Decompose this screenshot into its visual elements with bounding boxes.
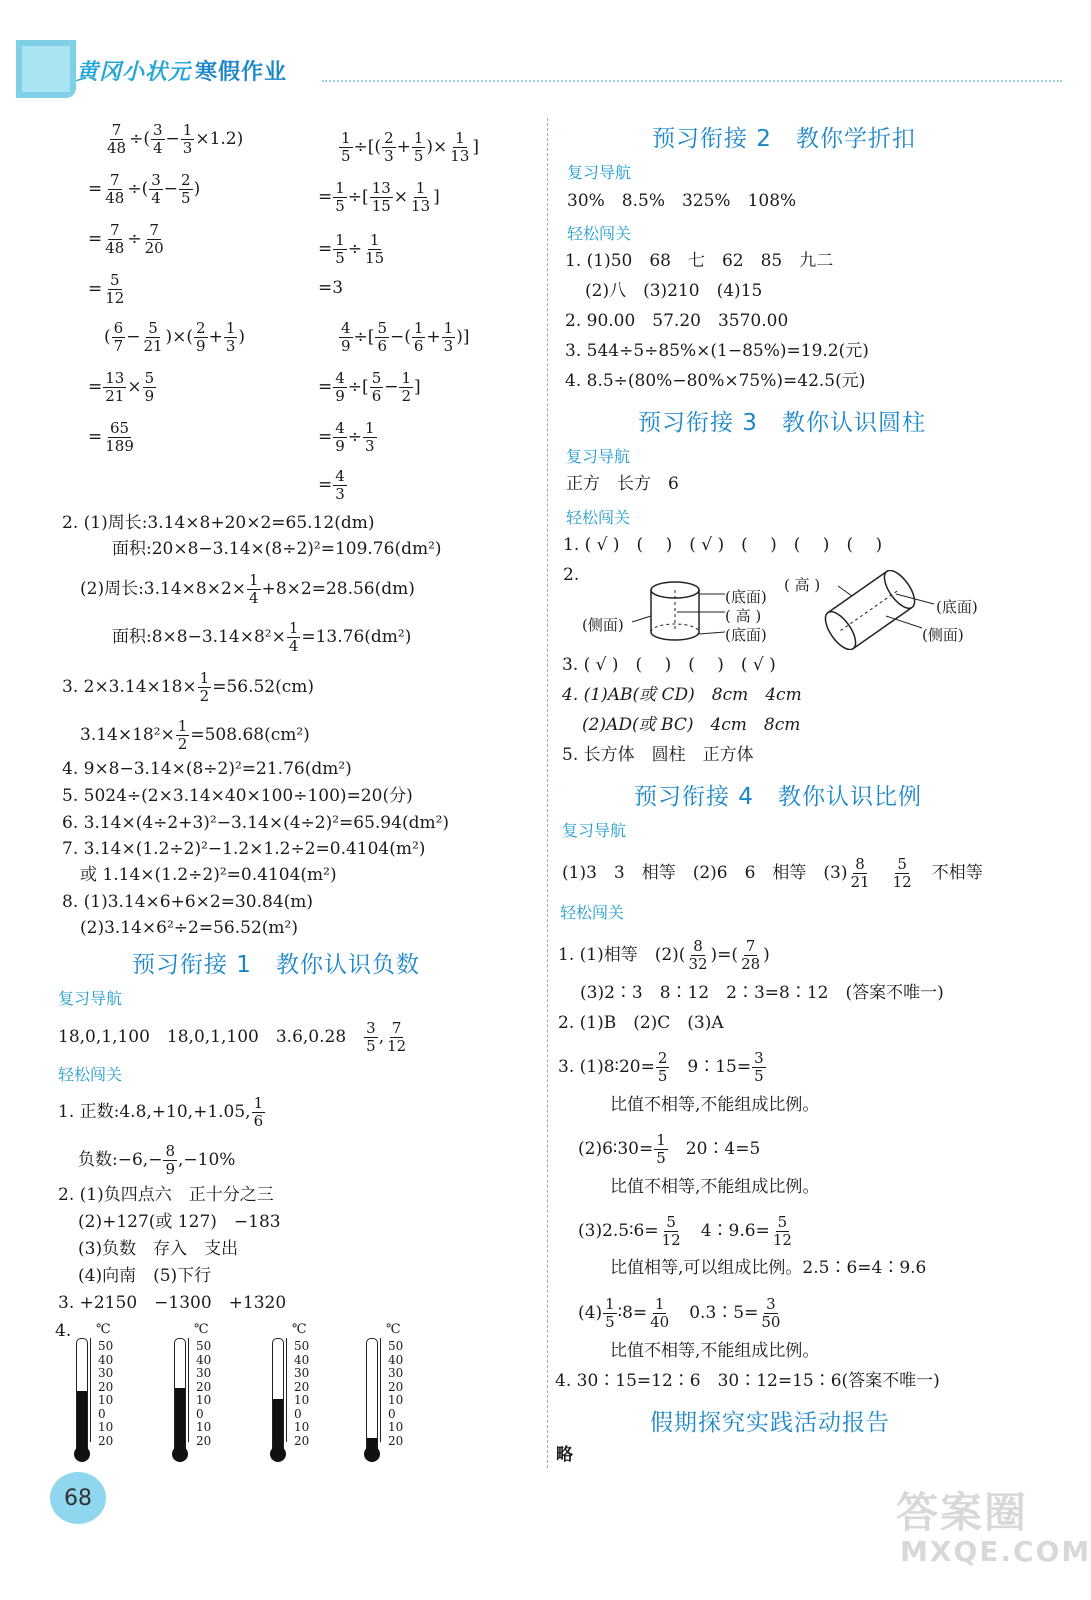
- sec2-q1b: (2)八 (3)210 (4)15: [585, 281, 763, 301]
- q6: 6. 3.14×(4÷2+3)²−3.14×(4÷2)²=65.94(dm²): [62, 813, 450, 833]
- sec3-review-heading: 复习导航: [566, 447, 631, 466]
- sec4-q3-3-note: 比值相等,可以组成比例。2.5∶6=4∶9.6: [610, 1258, 927, 1278]
- header-brand: [76, 55, 287, 86]
- sec3-q3: 3. ( √ ) ( ) ( ) ( √ ): [562, 655, 776, 675]
- sec4-review-answers: (1)3 3 相等 (2)6 6 相等 (3) $\frac{8}{21}$ $\frac{5}{12}$ 不相等: [562, 855, 983, 891]
- calc-c-line1: ( $\frac{6}{7}$ − $\frac{5}{21}$ )×( $\frac{2}{9}$ + $\frac{1}{3}$ ): [104, 319, 246, 355]
- sec3-pass-heading: 轻松闯关: [566, 508, 631, 527]
- thermometer-tick-label: 40: [388, 1352, 404, 1367]
- thermometer-tick-label: 20: [98, 1433, 114, 1448]
- sec2-q3: 3. 544÷5÷85%×(1−85%)=19.2(元): [565, 341, 869, 361]
- thermometer-tick-label: 50: [294, 1339, 310, 1353]
- header-divider: [322, 80, 1062, 82]
- thermometer-tick-label: 20: [98, 1379, 114, 1394]
- thermometer-3: ℃ 50 40 30 20 10 0 10 20: [272, 1322, 352, 1452]
- sec1-q1-negative: 负数:−6,− $\frac{8}{9}$ ,−10%: [78, 1142, 236, 1178]
- thermometer-fill: [175, 1388, 185, 1455]
- thermometer-tick-label: 10: [98, 1393, 114, 1407]
- q2-2-area: 面积:8×8−3.14×8²× $\frac{1}{4}$ =13.76(dm²): [112, 619, 412, 655]
- q3-area: 3.14×18²× $\frac{1}{2}$ =508.68(cm²): [80, 717, 310, 753]
- sec4-q3-4-note: 比值不相等,不能组成比例。: [610, 1341, 820, 1361]
- thermometer-tick-label: 10: [196, 1393, 212, 1407]
- sec1-q4: 4.: [55, 1321, 72, 1341]
- q8b: (2)3.14×6²÷2=56.52(m²): [80, 918, 298, 938]
- sec1-q1-positive: 1. 正数:4.8,+10,+1.05, $\frac{1}{6}$: [58, 1094, 264, 1130]
- thermometer-tick-label: 30: [196, 1366, 212, 1380]
- thermometer-tick-label: 10: [196, 1420, 212, 1434]
- calc-b-line1: $\frac{1}{5}$ ÷[( $\frac{2}{3}$ + $\frac{1}{5}$ )× $\frac{1}{13}$ ]: [341, 129, 480, 165]
- thermometer-tick-label: 30: [294, 1366, 310, 1380]
- thermometer-tick-label: 20: [388, 1433, 404, 1448]
- q3-length: 3. 2×3.14×18× $\frac{1}{2}$ =56.52(cm): [62, 669, 315, 705]
- sec1-q2a: 2. (1)负四点六 正十分之三: [58, 1185, 274, 1205]
- sec1-q2d: (4)向南 (5)下行: [78, 1266, 212, 1286]
- thermometer-tick-label: 20: [196, 1433, 212, 1448]
- thermometer-tick-label: 20: [294, 1433, 310, 1448]
- section-title-activity-report: 假期探究实践活动报告: [650, 1410, 890, 1436]
- sec4-q3-1: 3. (1)8∶20= $\frac{2}{5}$ 9∶15= $\frac{3}{5}$: [558, 1049, 764, 1085]
- tilted-cylinder: [820, 570, 934, 650]
- calc-c-line2: = $\frac{13}{21}$ × $\frac{5}{9}$: [88, 369, 155, 405]
- thermometer-tick-label: 40: [196, 1352, 212, 1367]
- thermometer-tick-label: 10: [98, 1420, 114, 1434]
- label-bottom-top: (底面): [725, 588, 767, 606]
- sec4-q1b: (3)2∶3 8∶12 2∶3=8∶12 (答案不唯一): [580, 983, 944, 1003]
- thermometer-tick-label: 50: [98, 1339, 114, 1353]
- section-title-discount: 预习衔接 2 教你学折扣: [652, 126, 916, 152]
- calc-d-line3: = $\frac{4}{9}$ ÷ $\frac{1}{3}$: [318, 419, 375, 455]
- thermometer-tick-label: 40: [98, 1352, 114, 1367]
- thermometer-tick-label: 0: [196, 1406, 204, 1421]
- sec1-q2b: (2)+127(或 127) −183: [78, 1212, 281, 1232]
- upright-cylinder: [632, 582, 725, 640]
- calc-d-line1: $\frac{4}{9}$ ÷[ $\frac{5}{6}$ −( $\frac{1}{6}$ + $\frac{1}{3}$ )]: [341, 319, 470, 355]
- sec1-review-heading: 复习导航: [58, 989, 123, 1008]
- label-side-2: (侧面): [922, 626, 964, 644]
- thermometer-2: ℃ 50 40 30 20 10 0 10 20: [174, 1322, 254, 1452]
- sec4-q3-1-note: 比值不相等,不能组成比例。: [610, 1095, 820, 1115]
- thermometer-tick-label: 20: [388, 1379, 404, 1394]
- calc-a-line3: = $\frac{7}{48}$ ÷ $\frac{7}{20}$: [88, 221, 164, 257]
- brand-logo: 黄冈小状元: [76, 60, 192, 85]
- thermometer-tick-label: 10: [388, 1393, 404, 1407]
- watermark-logo: 答案圈: [896, 1488, 1029, 1537]
- sec3-q1: 1. ( √ ) ( ) ( √ ) ( ) ( ) ( ): [563, 535, 883, 555]
- thermometer-tick-label: 40: [294, 1352, 310, 1367]
- q2-1-perimeter: 2. (1)周长:3.14×8+20×2=65.12(dm): [62, 513, 375, 533]
- header-title: 寒假作业: [195, 60, 288, 85]
- calc-d-line4: = $\frac{4}{3}$: [318, 467, 345, 503]
- sec1-pass-heading: 轻松闯关: [58, 1065, 123, 1084]
- sec2-pass-heading: 轻松闯关: [567, 224, 632, 243]
- q2-1-area: 面积:20×8−3.14×(8÷2)²=109.76(dm²): [112, 539, 442, 559]
- calc-c-line3: = $\frac{65}{189}$: [88, 419, 134, 455]
- sec2-q2: 2. 90.00 57.20 3570.00: [565, 311, 789, 331]
- sec3-q5: 5. 长方体 圆柱 正方体: [562, 745, 754, 765]
- column-divider: [547, 118, 548, 1468]
- thermometer-tick-label: 0: [294, 1406, 302, 1421]
- sec4-q3-2: (2)6∶30= $\frac{1}{5}$ 20∶4=5: [578, 1131, 761, 1167]
- label-bottom-tilted: (底面): [936, 598, 978, 616]
- thermometer-1: ℃ 50 40 30 20 10 0 10 20: [76, 1322, 156, 1452]
- sec4-q3-2-note: 比值不相等,不能组成比例。: [610, 1177, 820, 1197]
- sec4-q1a: 1. (1)相等 (2)( $\frac{8}{32}$ )=( $\frac{7}{28}$ ): [558, 937, 770, 973]
- section-title-negatives: 预习衔接 1 教你认识负数: [132, 952, 420, 978]
- thermometer-tick-label: 50: [196, 1339, 212, 1353]
- calc-a-line4: = $\frac{5}{12}$: [88, 271, 125, 307]
- thermometer-tick-label: 10: [388, 1420, 404, 1434]
- section-title-ratio: 预习衔接 4 教你认识比例: [634, 784, 922, 810]
- sec2-q4: 4. 8.5÷(80%−80%×75%)=42.5(元): [565, 371, 866, 391]
- q8a: 8. (1)3.14×6+6×2=30.84(m): [62, 892, 314, 912]
- sec3-q2: 2.: [563, 565, 580, 585]
- thermometer-4: ℃ 50 40 30 20 10 0 10 20: [366, 1322, 446, 1452]
- watermark-url: MXQE.COM: [900, 1535, 1091, 1568]
- sec1-q2c: (3)负数 存入 支出: [78, 1239, 239, 1259]
- q5: 5. 5024÷(2×3.14×40×100÷100)=20(分): [62, 786, 413, 806]
- q2-2-perimeter: (2)周长:3.14×8×2× $\frac{1}{4}$ +8×2=28.56(dm): [80, 571, 415, 607]
- thermometer-tick-label: 50: [388, 1339, 404, 1353]
- calc-a-line1: $\frac{7}{48}$ ÷( $\frac{3}{4}$ − $\frac{1}{3}$ ×1.2): [107, 121, 244, 157]
- thermometer-tick-label: 20: [196, 1379, 212, 1394]
- label-height-2: ( 高 ): [784, 576, 821, 594]
- thermometer-tick-label: 30: [388, 1366, 404, 1380]
- thermometer-tick-label: 30: [98, 1366, 114, 1380]
- sec4-pass-heading: 轻松闯关: [560, 903, 625, 922]
- thermometer-tick-label: 20: [294, 1379, 310, 1394]
- sec4-q3-4: (4) $\frac{1}{5}$ ∶8= $\frac{1}{40}$ 0.3∶5= $\frac{3}{50}$: [578, 1295, 781, 1331]
- sec4-review-heading: 复习导航: [562, 821, 627, 840]
- label-bottom-base: (底面): [725, 626, 767, 644]
- sec4-q3-3: (3)2.5∶6= $\frac{5}{12}$ 4∶9.6= $\frac{5}{12}$: [578, 1213, 792, 1249]
- label-height-1: ( 高 ): [725, 607, 762, 625]
- calc-b-line4: =3: [318, 278, 344, 298]
- thermometer-tick-label: 0: [388, 1406, 396, 1421]
- sec4-q4: 4. 30∶15=12∶6 30∶12=15∶6(答案不唯一): [555, 1371, 940, 1391]
- thermometer-tick-label: 10: [294, 1420, 310, 1434]
- sec1-q3: 3. +2150 −1300 +1320: [58, 1293, 287, 1313]
- sec3-review-answers: 正方 长方 6: [566, 474, 679, 494]
- q4: 4. 9×8−3.14×(8÷2)²=21.76(dm²): [62, 759, 352, 779]
- activity-report-answer: 略: [556, 1445, 573, 1465]
- sec4-q2: 2. (1)B (2)C (3)A: [558, 1013, 724, 1033]
- calc-a-line2: = $\frac{7}{48}$ ÷( $\frac{3}{4}$ − $\frac{2}{5}$ ): [88, 171, 201, 207]
- label-side-1: (侧面): [582, 616, 624, 634]
- sec3-q4b: (2)AD(或 BC) 4cm 8cm: [582, 715, 801, 735]
- thermometer-tick-label: 0: [98, 1406, 106, 1421]
- sec2-review-answers: 30% 8.5% 325% 108%: [567, 191, 797, 211]
- calc-b-line2: = $\frac{1}{5}$ ÷[ $\frac{13}{15}$ × $\frac{1}{13}$ ]: [318, 179, 440, 215]
- q7a: 7. 3.14×(1.2÷2)²−1.2×1.2÷2=0.4104(m²): [62, 839, 426, 859]
- calc-b-line3: = $\frac{1}{5}$ ÷ $\frac{1}{15}$: [318, 231, 385, 267]
- sec2-q1a: 1. (1)50 68 七 62 85 九二: [565, 251, 834, 271]
- calc-d-line2: = $\frac{4}{9}$ ÷[ $\frac{5}{6}$ − $\frac{1}{2}$ ]: [318, 369, 421, 405]
- sec2-review-heading: 复习导航: [567, 163, 632, 182]
- section-title-cylinder: 预习衔接 3 教你认识圆柱: [638, 410, 926, 436]
- page-number: 68: [50, 1472, 106, 1524]
- q7b: 或 1.14×(1.2÷2)²=0.4104(m²): [80, 865, 337, 885]
- header-banner-inner: [22, 46, 70, 92]
- sec3-q4a: 4. (1)AB(或 CD) 8cm 4cm: [562, 685, 802, 705]
- thermometer-tick-label: 10: [294, 1393, 310, 1407]
- sec1-review-answers: 18,0,1,100 18,0,1,100 3.6,0.28 $\frac{3}{5}$ , $\frac{7}{12}$: [58, 1019, 407, 1055]
